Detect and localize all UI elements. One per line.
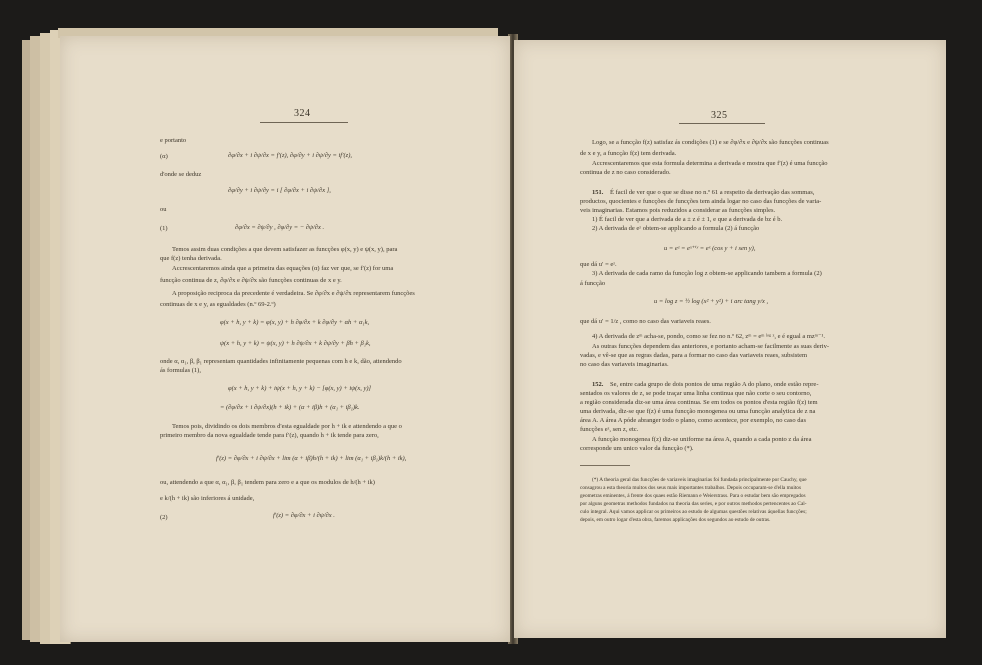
page-number: 325 xyxy=(711,110,728,121)
text-line: Temos pois, dividindo os dois membros d'esta egualdade por h + ik e attendendo a que o xyxy=(172,423,402,430)
equation: f′(z) = ∂φ/∂x + i ∂ψ/∂x . xyxy=(273,512,335,519)
text-line: funcções eᶻ, sen z, etc. xyxy=(580,426,639,433)
page-number: 324 xyxy=(294,108,311,119)
text-line: ás formulas (1), xyxy=(160,367,201,374)
right-page xyxy=(514,40,946,638)
section-number: 152. xyxy=(592,381,604,388)
equation: f′(z) = ∂φ/∂x + i ∂ψ/∂x + lim (α + iβ)h/(h + ik) + lim (α₁ + iβ₁)k/(h + ik), xyxy=(216,455,407,462)
text-line: corresponde um unico valor da funcção (*). xyxy=(580,445,694,452)
text-line: ou xyxy=(160,206,167,213)
text-line: á funcção xyxy=(580,280,606,287)
footnote-line: culo integral. Aqui vamos applicar os primeiros ao estudo de algumas questões relativas áquellas funcções; xyxy=(580,509,807,515)
text-line: no caso das variaveis imaginarias. xyxy=(580,361,669,368)
text-line: Se, entre cada grupo de dois pontos de uma região A do plano, onde estão repre- xyxy=(610,381,819,388)
equation: u = eᶻ = eˣ⁺ⁱʸ = eˣ (cos y + i sen y), xyxy=(664,245,756,252)
text-line: Accrescentaremos que esta formula determina a derivada e mostra que f′(z) é uma funcção xyxy=(592,160,828,167)
text-line: veis imaginarias. Estamos pois reduzidos a considerar as funcções simples. xyxy=(580,207,776,214)
text-line: que dá u′ = eᶻ. xyxy=(580,261,617,268)
text-line: productos, quocientes e funcções de funcções tem ainda logar no caso das funcções de varia- xyxy=(580,198,822,205)
text-line: continuas de x e y, as egualdades (n.º 69-2.º) xyxy=(160,301,276,308)
text-line: onde α, α₁, β, β₁ representam quantidades infinitamente pequenas com h e k, dão, attendendo xyxy=(160,358,402,365)
footnote-line: geometras eminentes, á frente dos quaes estão Riemann e Weierstrass. Para o estudar bem são empregados xyxy=(580,493,806,499)
text-line: sentados os valores de z, se pode traçar uma linha continua que não corte o seu contorno, xyxy=(580,390,812,397)
equation: ∂φ/∂x = ∂ψ/∂y , ∂φ/∂y = − ∂ψ/∂x . xyxy=(235,224,325,231)
text-line: Accrescentaremos ainda que a primeira das equações (α) faz ver que, se f′(z) for uma xyxy=(172,265,394,272)
text-line: Logo, se a funcção f(z) satisfaz ás condições (1) e se ∂φ/∂x e ∂ψ/∂x são funcções continuas xyxy=(592,139,829,146)
text-line: ou, attendendo a que α, α₁, β, β₁ tendem para zero e a que os modulos de h/(h + ik) xyxy=(160,479,375,486)
equation: ψ(x + h, y + k) = ψ(x, y) + h ∂ψ/∂x + k ∂ψ/∂y + βh + β₁k, xyxy=(220,340,371,347)
text-line: primeiro membro da nova egualdade tende para f′(z), quando h + ik tende para zero, xyxy=(160,432,379,439)
text-line: 3) A derivada de cada ramo da funcção log z obtem-se applicando tambem a formula (2) xyxy=(592,270,822,277)
footnote-rule xyxy=(580,465,630,466)
equation: ∂φ/∂y + i ∂ψ/∂y = i [ ∂φ/∂x + i ∂ψ/∂x ], xyxy=(228,187,331,194)
text-line: que f(z) tenha derivada. xyxy=(160,255,222,262)
text-line: vadas, e vê-se que as regras dadas, para a formar no caso das variaveis reaes, subsistem xyxy=(580,352,808,359)
equation: ∂φ/∂x + i ∂ψ/∂x = f′(z), ∂φ/∂y + i ∂ψ/∂y = if′(z), xyxy=(228,152,352,159)
text-line: d'onde se deduz xyxy=(160,171,202,178)
footnote-line: depois, em outro logar d'esta obra, faremos applicações dos segundos ao estudo de outras. xyxy=(580,517,771,523)
footnote-line: (*) A theoria geral das funcções de variaveis imaginarias foi fundada principalmente por Cauchy, que xyxy=(592,477,807,483)
footnote-line: consagrou a esta theoria muitos dos seus mais importantes trabalhos. Depois occuparam-se d'ella muitos xyxy=(580,485,802,491)
equation-label: (1) xyxy=(160,225,168,232)
header-rule xyxy=(679,123,765,124)
equation: φ(x + h, y + k) = φ(x, y) + h ∂φ/∂x + k ∂φ/∂y + αh + α₁k, xyxy=(220,319,370,326)
text-line: continua de z no caso considerado. xyxy=(580,169,671,176)
text-line: 2) A derivada de eᶻ obtem-se applicando a formula (2) á funcção xyxy=(592,225,760,232)
text-line: área A. A área A póde abranger todo o plano, como acontece, por exemplo, no caso das xyxy=(580,417,806,424)
equation: u = log z = ½ log (x² + y²) + i arc tang y/x , xyxy=(654,298,769,305)
text-line: e portanto xyxy=(160,137,187,144)
text-line: e k/(h + ik) são inferiores á unidade, xyxy=(160,495,255,502)
text-line: funcção continua de z, ∂φ/∂x e ∂ψ/∂x são funcções continuas de x e y. xyxy=(160,277,342,284)
text-line: A funcção monogenea f(z) diz-se uniforme na área A, quando a cada ponto z da área xyxy=(592,436,812,443)
section-number: 151. xyxy=(592,189,604,196)
left-page xyxy=(60,36,510,642)
equation-label: (2) xyxy=(160,514,168,521)
equation: φ(x + h, y + k) + iψ(x + h, y + k) − [φ(x, y) + iψ(x, y)] xyxy=(228,385,372,392)
equation: = (∂φ/∂x + i ∂ψ/∂x)(h + ik) + (α + iβ)h + (α₁ + iβ₁)k. xyxy=(220,404,360,411)
text-line: que dá u′ = 1/z , como no caso das variaveis reaes. xyxy=(580,318,711,325)
text-line: A proposição reciproca da precedente é verdadeira. Se ∂φ/∂x e ∂ψ/∂x representarem funcções xyxy=(172,290,415,297)
text-line: de x e y, a funcção f(z) tem derivada. xyxy=(580,150,677,157)
text-line: As outras funcções dependem das anteriores, e portanto acham-se facilmente as suas deriv- xyxy=(592,343,829,350)
text-line: 4) A derivada de zᵐ acha-se, pondo, como se fez no n.º 62, zᵐ = eᵐ ˡᵒᵍ ᶻ, e é egual a mzᵐ⁻¹. xyxy=(592,333,825,340)
text-line: 1) É facil de ver que a derivada de a ± z é ± 1, e que a derivada de bz é b. xyxy=(592,216,783,223)
text-line: Temos assim duas condições a que devem satisfazer as funcções φ(x, y) e ψ(x, y), para xyxy=(172,246,398,253)
equation-label: (α) xyxy=(160,153,168,160)
text-line: uma derivada, diz-se que f(z) é uma funcção monogenea ou uma funcção analytica de z na xyxy=(580,408,816,415)
footnote-line: por alguns geometras methodos fundados na theoria das series, e por outros methodos pertencentes ao Cal- xyxy=(580,501,807,507)
text-line: a região considerada diz-se uma área continua. Se em todos os pontos d'esta região f(z) tem xyxy=(580,399,818,406)
header-rule xyxy=(260,122,348,123)
text-line: É facil de ver que o que se disse no n.º 61 a respeito da derivação das sommas, xyxy=(610,189,815,196)
